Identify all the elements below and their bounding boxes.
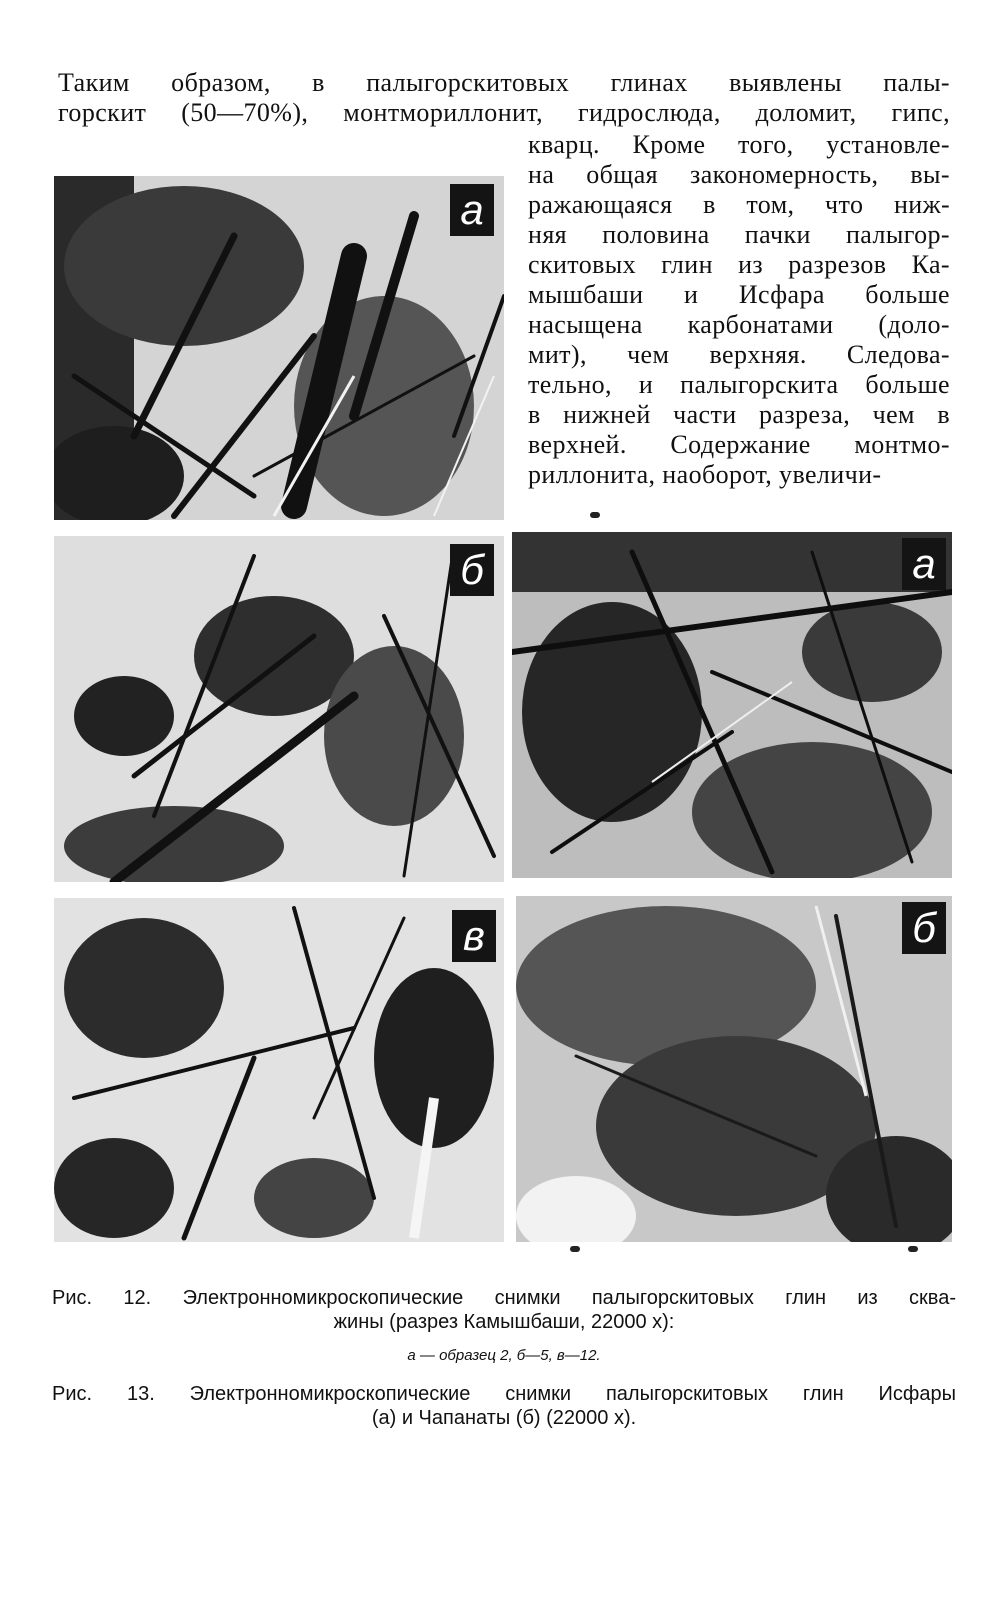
micrograph-fig13-b — [516, 896, 952, 1242]
column-text-line-5: скитовых глин из разрезов Ка- — [528, 250, 950, 279]
body-text-line-2: горскит (50—70%), монтмориллонит, гидрослюда, доломит, гипс, — [58, 98, 950, 127]
panel-label-a: а — [902, 538, 946, 590]
figure-12-caption-line-1: Рис. 12. Электронномикроскопические снимки палыгорскитовых глин из сква- — [52, 1287, 956, 1309]
column-text-line-11: верхней. Содержание монтмо- — [528, 430, 950, 459]
panel-label-v: в — [452, 910, 496, 962]
figure-12-legend: а — образец 2, б—5, в—12. — [407, 1347, 601, 1364]
panel-label-b: б — [450, 544, 494, 596]
column-text-line-1: кварц. Кроме того, установле- — [528, 130, 950, 159]
column-text-line-12: риллонита, наоборот, увеличи- — [528, 460, 882, 489]
column-text-line-2: на общая закономерность, вы- — [528, 160, 950, 189]
print-speck — [908, 1246, 918, 1252]
column-text-line-9: тельно, и палыгорскита больше — [528, 370, 950, 399]
panel-label-b: б — [902, 902, 946, 954]
micrograph-fig13-a — [512, 532, 952, 878]
column-text-line-7: насыщена карбонатами (доло- — [528, 310, 950, 339]
column-text-line-4: няя половина пачки палыгор- — [528, 220, 950, 249]
column-text-line-10: в нижней части разреза, чем в — [528, 400, 950, 429]
figure-13-caption-line-1: Рис. 13. Электронномикроскопические снимки палыгорскитовых глин Исфары — [52, 1383, 956, 1405]
column-text-line-8: мит), чем верхняя. Следова- — [528, 340, 950, 369]
micrograph-fig12-a — [54, 176, 504, 520]
print-speck — [570, 1246, 580, 1252]
body-text-line-1: Таким образом, в палыгорскитовых глинах выявлены палы- — [58, 68, 950, 97]
column-text-line-3: ражающаяся в том, что ниж- — [528, 190, 950, 219]
print-speck — [590, 512, 600, 518]
column-text-line-6: мышбаши и Исфара больше — [528, 280, 950, 309]
figure-13-caption-line-2: (а) и Чапанаты (б) (22000 х). — [371, 1407, 637, 1429]
micrograph-fig12-v — [54, 898, 504, 1242]
micrograph-fig12-b — [54, 536, 504, 882]
figure-12-caption-line-2: жины (разрез Камышбаши, 22000 х): — [333, 1311, 675, 1333]
panel-label-a: а — [450, 184, 494, 236]
